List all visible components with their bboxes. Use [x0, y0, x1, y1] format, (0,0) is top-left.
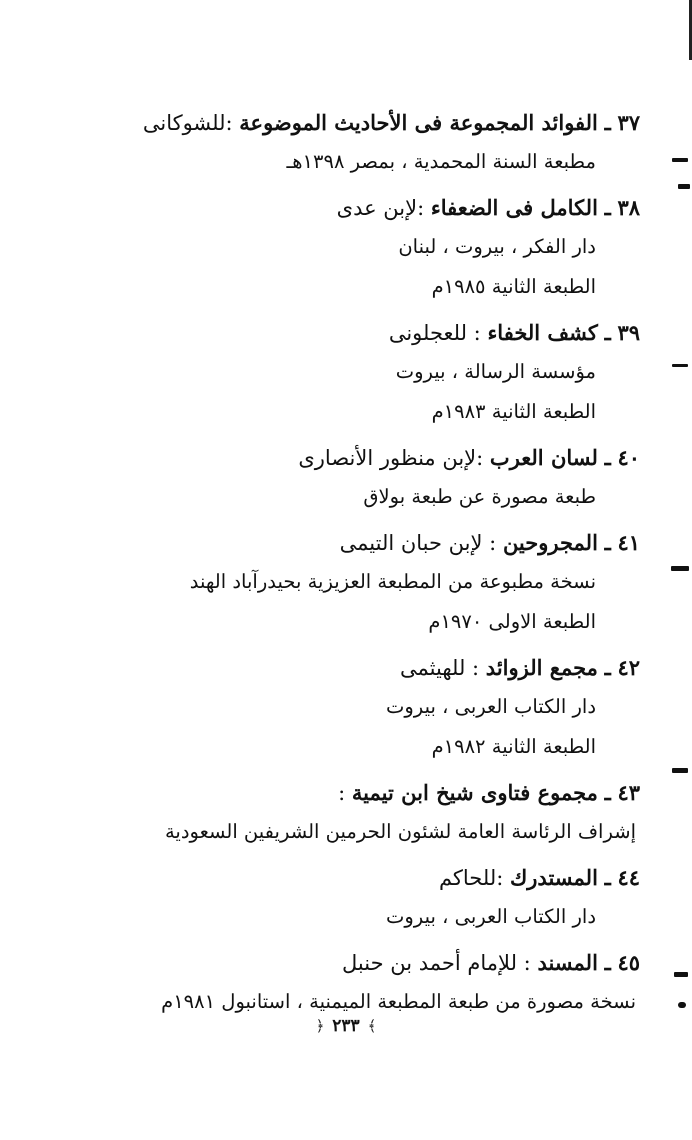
- entry-author: :: [338, 781, 346, 805]
- entry-number: ٣٧: [617, 110, 640, 135]
- entry-title: مجموع فتاوى شيخ ابن تيمية: [351, 780, 598, 805]
- entry-detail: طبعة مصورة عن طبعة بولاق: [363, 485, 596, 508]
- entry-heading: ٣٩ ـ كشف الخفاء : للعجلونى: [388, 320, 640, 345]
- scan-artifact: [678, 184, 690, 189]
- entry-number: ٤٠: [617, 445, 640, 470]
- entry-author: : للعجلونى: [388, 321, 481, 345]
- entry-37: [140, 104, 640, 182]
- entry-title: المجروحين: [502, 530, 598, 555]
- entry-author: :للشوكانى: [142, 111, 233, 135]
- entry-author: : للهيثمى: [400, 656, 480, 680]
- entry-detail: الطبعة الثانية ١٩٨٣م: [431, 400, 596, 423]
- entry-heading: ٤٤ ـ المستدرك :للحاكم: [438, 865, 640, 890]
- entry-title: المستدرك: [509, 865, 598, 890]
- entry-detail: دار الفكر ، بيروت ، لبنان: [398, 235, 596, 258]
- bibliography-list: [140, 104, 640, 1029]
- entry-detail: الطبعة الثانية ١٩٨٥م: [431, 275, 596, 298]
- entry-40: [140, 439, 640, 517]
- entry-42: [140, 649, 640, 767]
- page-number-footer: [0, 1012, 692, 1040]
- scan-artifact: [672, 768, 688, 773]
- page-number: ٢٣٣: [332, 1016, 360, 1036]
- entry-45: [140, 944, 640, 1022]
- entry-detail: نسخة مصورة من طبعة المطبعة الميمنية ، استانبول ١٩٨١م: [161, 990, 636, 1013]
- entry-detail: دار الكتاب العربى ، بيروت: [386, 695, 596, 718]
- entry-author: : للإمام أحمد بن حنبل: [342, 951, 531, 975]
- entry-title: كشف الخفاء: [487, 320, 598, 345]
- entry-number: ٤٢: [617, 655, 640, 680]
- entry-38: [140, 189, 640, 307]
- entry-detail: دار الكتاب العربى ، بيروت: [386, 905, 596, 928]
- entry-39: [140, 314, 640, 432]
- entry-41: [140, 524, 640, 642]
- entry-heading: ٤١ ـ المجروحين : لإبن حبان التيمى: [339, 530, 640, 555]
- entry-title: مجمع الزوائد: [485, 655, 598, 680]
- entry-title: الكامل فى الضعفاء: [430, 195, 598, 220]
- ornament-bracket-icon: ﴾: [367, 1017, 377, 1035]
- entry-heading: ٤٥ ـ المسند : للإمام أحمد بن حنبل: [342, 950, 640, 975]
- entry-43: [140, 774, 640, 852]
- ornament-bracket-icon: ﴿: [315, 1017, 325, 1035]
- entry-heading: ٣٧ ـ الفوائد المجموعة فى الأحاديث الموضوعة :للشوكانى: [142, 110, 640, 135]
- entry-detail: نسخة مطبوعة من المطبعة العزيزية بحيدرآباد الهند: [189, 570, 596, 593]
- entry-heading: ٤٣ ـ مجموع فتاوى شيخ ابن تيمية :: [338, 780, 640, 805]
- entry-44: [140, 859, 640, 937]
- entry-heading: ٤٠ ـ لسان العرب :لإبن منظور الأنصارى: [298, 445, 640, 470]
- entry-number: ٤١: [617, 530, 640, 555]
- entry-author: :للحاكم: [438, 866, 504, 890]
- entry-author: : لإبن حبان التيمى: [339, 531, 497, 555]
- entry-title: المسند: [537, 950, 598, 975]
- entry-number: ٤٤: [617, 865, 640, 890]
- scan-artifact: [672, 158, 688, 162]
- entry-heading: ٤٢ ـ مجمع الزوائد : للهيثمى: [400, 655, 640, 680]
- entry-title: لسان العرب: [489, 445, 598, 470]
- scan-artifact: [671, 566, 689, 571]
- entry-detail: مطبعة السنة المحمدية ، بمصر ١٣٩٨هـ: [286, 150, 596, 173]
- entry-author: :لإبن عدى: [336, 196, 425, 220]
- entry-detail: الطبعة الاولى ١٩٧٠م: [428, 610, 596, 633]
- entry-author: :لإبن منظور الأنصارى: [298, 446, 484, 470]
- scan-artifact: [672, 364, 688, 367]
- entry-heading: ٣٨ ـ الكامل فى الضعفاء :لإبن عدى: [336, 195, 640, 220]
- entry-number: ٤٥: [617, 950, 640, 975]
- entry-detail: إشراف الرئاسة العامة لشئون الحرمين الشريفين السعودية: [164, 820, 636, 843]
- entry-detail: مؤسسة الرسالة ، بيروت: [395, 360, 596, 383]
- scan-artifact: [678, 1002, 686, 1008]
- entry-detail: الطبعة الثانية ١٩٨٢م: [431, 735, 596, 758]
- entry-number: ٤٣: [617, 780, 640, 805]
- entry-title: الفوائد المجموعة فى الأحاديث الموضوعة: [239, 110, 598, 135]
- scan-artifact: [674, 972, 688, 977]
- entry-number: ٣٩: [617, 320, 640, 345]
- entry-number: ٣٨: [617, 195, 640, 220]
